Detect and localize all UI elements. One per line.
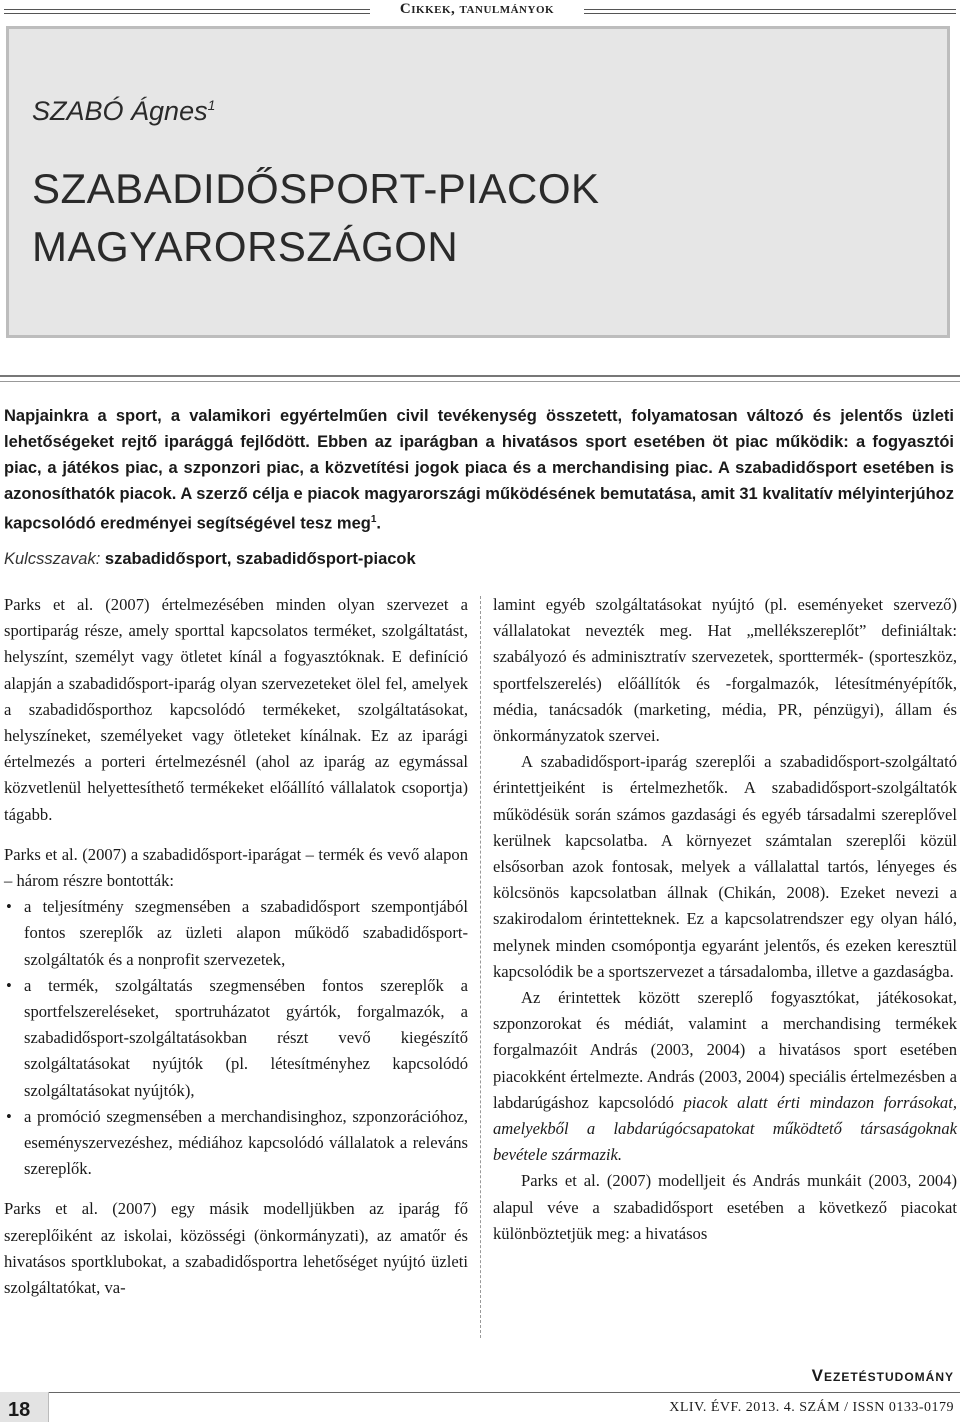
list-item: • a teljesítmény szegmensében a szabadidősport szempontjából fontos szereplők az üzleti alapon működő szabadidősport-szolgáltatók és a nonprofit szervezetek,	[24, 894, 468, 973]
italic-quote: piacok alatt érti mindazon forrásokat, amelyekből a labdarúgócsapatokat működtető társaságoknak bevétele származik.	[493, 1092, 957, 1165]
column-right	[493, 592, 957, 1247]
abstract	[4, 403, 954, 537]
paragraph: Parks et al. (2007) értelmezésében minden olyan szervezet a sportiparág része, amely sporttal kapcsolatos terméket, szolgáltatást, helyszínt, személyt vagy ötletet kínál a fogyasztóknak. E definíció alapján a szabadidősport-iparág olyan szervezeteket ölel fel, amelyek a szabadidősporthoz kapcsolódó termékeket, szolgáltatásokat, helyszíneket, személyeket vagy ötleteket kínálnak. Ez az iparági értelmezés a porteri értelmezésnél (ahol az iparág az egymással közvetlenül helyettesíthető termékeket előállító vállalatok csoportja) tágabb.	[4, 595, 468, 824]
journal-name: Vezetéstudomány	[811, 1366, 954, 1385]
author-name	[32, 96, 215, 127]
keywords	[4, 546, 954, 572]
abstract-text: Napjainkra a sport, a valamikori egyértelműen civil tevékenység összetett, folyamatosan változó és jelentős üzleti lehetőségeket rejtő iparággá fejlődött. Ebben az iparágban a hivatásos sport esetében öt piac működik: a fogyasztói piac, a játékos piac, a szponzori piac, a közvetítési jogok piaca és a merchandising piac. A szabadidősport esetében is azonosíthatók piacok. A szerző célja e piacok magyarországi működésének bemutatása, amit 31 kvalitatív mélyinterjúhoz kapcsolódó eredményei segítségével tesz meg	[4, 407, 954, 533]
paragraph: lamint egyéb szolgáltatásokat nyújtó (pl. eseményeket szervező) vállalatokat nevezték meg. Hat „mellékszereplőt” definiáltak: szabályozó és adminisztratív szervezetek, sporttermék- (sporteszköz, sportfelszerelés) előállítók és -forgalmazók, létesítményépítők, média, tanácsadók (marketing, média, PR, pénzügyi), állam és önkormányzatok szervei.	[493, 595, 957, 746]
paragraph: Parks et al. (2007) egy másik modelljükben az iparág fő szereplőiként az iskolai, közösségi (önkormányzati), az amatőr és hivatásos sportklubokat, a szabadidősportra lehetőséget nyújtó üzleti szolgáltatókat, va-	[4, 1199, 468, 1298]
running-header	[0, 0, 960, 26]
paragraph: Parks et al. (2007) a szabadidősport-iparágat – termék és vevő alapon – három részre bontották:	[4, 844, 468, 891]
author-text: SZABÓ Ágnes	[32, 96, 208, 126]
keywords-label: Kulcsszavak:	[4, 550, 101, 568]
journal-issue: XLIV. ÉVF. 2013. 4. SZÁM / ISSN 0133-0179	[669, 1400, 954, 1415]
list-item: • a promóció szegmensében a merchandisinghoz, szponzorációhoz, eseményszervezéshez, médiához kapcsolódó vállalatok a releváns szereplők.	[24, 1104, 468, 1183]
page-number: 18	[8, 1399, 31, 1421]
paragraph: Parks et al. (2007) modelljeit és András munkáit (2003, 2004) alapul véve a szabadidősport esetében a következő piacokat különböztetjük meg: a hivatásos	[493, 1171, 957, 1243]
paragraph: A szabadidősport-iparág szereplői a szabadidősport-szolgáltató érintettjeiként is értelmezhetők. A szabadidősport-szolgáltatók működésük során számos gazdasági és egyéb társadalmi szereplővel kerülnek kapcsolatba. A környezet számtalan szereplői közül elsősorban azok fontosak, melyek a vállalattal tartós, lényeges és kölcsönös kapcsolatban állnak (Chikán, 2008). Ezeket nevezi a szakirodalom érintetteknek. Ez a kapcsolatrendszer egy olyan háló, melynek minden csomópontja egyaránt jelentős, és ezeken keresztül kapcsolódik be a sportszervezet a társadalomba, illetve a gazdaságba.	[493, 752, 957, 981]
column-divider	[480, 596, 481, 1338]
column-left	[4, 592, 468, 1301]
list-item: • a termék, szolgáltatás szegmensében fontos szereplők a sportfelszereléseket, sportruházatot gyártók, forgalmazók, a szabadidősport-szolgáltatásokban részt vevő kiegészítő szolgáltatásokat nyújtók (pl. létesítményhez kapcsolódó szolgáltatásokat nyújtók),	[24, 973, 468, 1104]
header-rule-left	[4, 9, 370, 14]
title-line-1: SZABADIDŐSPORT-PIACOK	[32, 165, 600, 212]
keywords-text: szabadidősport, szabadidősport-piacok	[104, 550, 416, 568]
footer-rule	[0, 1392, 960, 1393]
paragraph-text: Az érintettek között szereplő fogyasztókat, játékosokat, szponzorokat és médiát, valamint a merchandising termékek forgalmazóit András (2003, 2004) a hivatásos sport esetében piacokként értelmezte. András (2003, 2004) speciális értelmezésben a labdarúgáshoz kapcsolódó	[493, 988, 957, 1112]
author-footnote-marker: 1	[207, 97, 216, 113]
header-rule-right	[584, 9, 956, 14]
article-title	[32, 160, 600, 276]
title-separator-rule	[0, 375, 960, 382]
paragraph	[493, 985, 957, 1168]
bullet-list	[4, 894, 468, 1182]
section-title: Cikkek, tanulmányok	[399, 1, 555, 17]
abstract-footnote-marker: 1	[370, 514, 377, 525]
title-line-2: MAGYARORSZÁGON	[32, 223, 459, 270]
abstract-end: .	[376, 514, 381, 533]
